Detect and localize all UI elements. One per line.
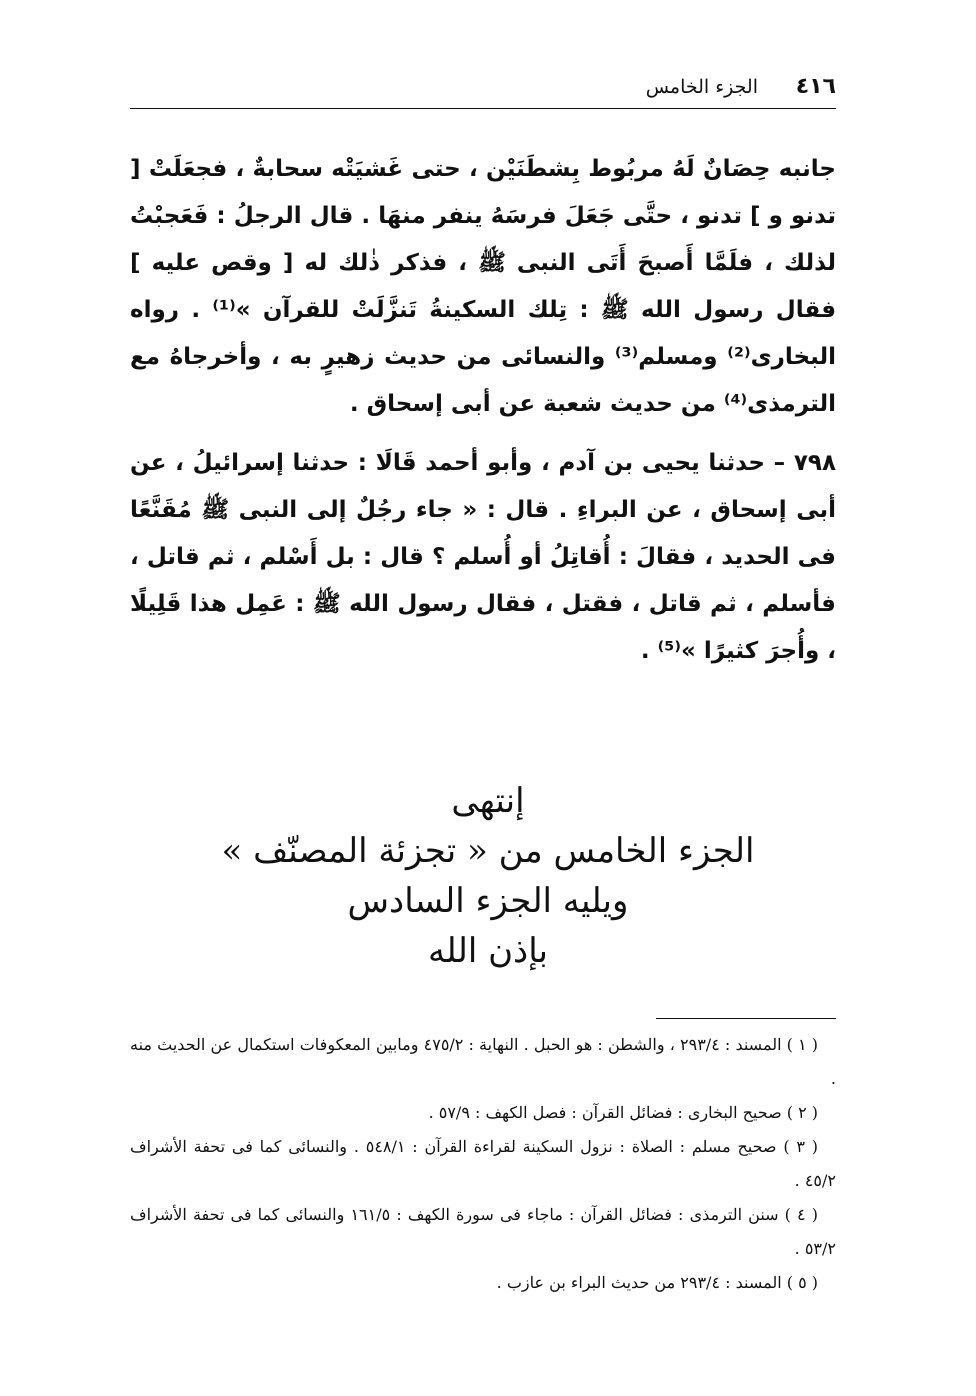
footnotes [130, 1028, 836, 1300]
section-title: الجزء الخامس [645, 76, 758, 98]
footnote: ( ٣ ) صحيح مسلم : الصلاة : نزول السكينة لقراءة القرآن : ٥٤٨/١ . والنسائى كما فى تحفة الأشراف ٤٥/٢ . [130, 1137, 836, 1190]
colophon [180, 776, 796, 976]
footnote: ( ٢ ) صحيح البخارى : فضائل القرآن : فصل الكهف : ٥٧/٩ . [428, 1103, 818, 1122]
footnote: ( ٥ ) المسند : ٢٩٣/٤ من حديث البراء بن عازب . [496, 1273, 818, 1292]
main-text [130, 146, 836, 675]
colophon-line: الجزء الخامس من « تجزئة المصنّف » [221, 831, 755, 871]
colophon-line: ويليه الجزء السادس [347, 881, 629, 921]
page-number: ٤١٦ [795, 74, 836, 99]
running-header [130, 72, 836, 109]
hadith-paragraph: جانبه حِصَانٌ لَهُ مربُوط بِشطَنَيْن ، حتى غَشيَتْه سحابةٌ ، فجعَلَتْ [ تدنو و ] تدنو ، حتَّى جَعَلَ فرسَهُ ينفر منهَا . قال الرجلُ : فَعَجبْتُ لذلك ، فلَمَّا أَصبحَ أَتَى النبى ﷺ ، فذكر ذٰلك له [ وقص عليه ] فقال رسول الله ﷺ : تِلك السكينةُ تَنزَّلَتْ للقرآن »⁽¹⁾ . رواه البخارى⁽²⁾ ومسلم⁽³⁾ والنسائى من حديث زهيرٍ به ، وأخرجاهُ مع الترمذى⁽⁴⁾ من حديث شعبة عن أبى إسحاق . [130, 156, 837, 417]
footnote-divider [656, 1018, 836, 1019]
hadith-paragraph: ٧٩٨ – حدثنا يحيى بن آدم ، وأبو أحمد قَالَا : حدثنا إسرائيلُ ، عن أبى إسحاق ، عن البراءِ . قال : « جاء رجُلٌ إلى النبى ﷺ مُقَنَّعًا فى الحديد ، فقالَ : أُقاتِلُ أو أُسلم ؟ قال : بل أَسْلم ، ثم قاتل ، فأسلم ، ثم قاتل ، فقتل ، فقال رسول الله ﷺ : عَمِل هذا قَلِيلًا ، وأُجرَ كثيرًا »⁽⁵⁾ . [130, 450, 836, 664]
colophon-line: إنتهى [451, 781, 525, 821]
colophon-line: بإذن الله [427, 931, 549, 971]
footnote: ( ٤ ) سنن الترمذى : فضائل القرآن : ماجاء فى سورة الكهف : ١٦١/٥ والنسائى كما فى تحفة الأشراف ٥٣/٢ . [130, 1205, 836, 1258]
footnote: ( ١ ) المسند : ٢٩٣/٤ ، والشطن : هو الحبل . النهاية : ٤٧٥/٢ ومابين المعكوفات استكمال عن الحديث منه . [130, 1035, 836, 1088]
